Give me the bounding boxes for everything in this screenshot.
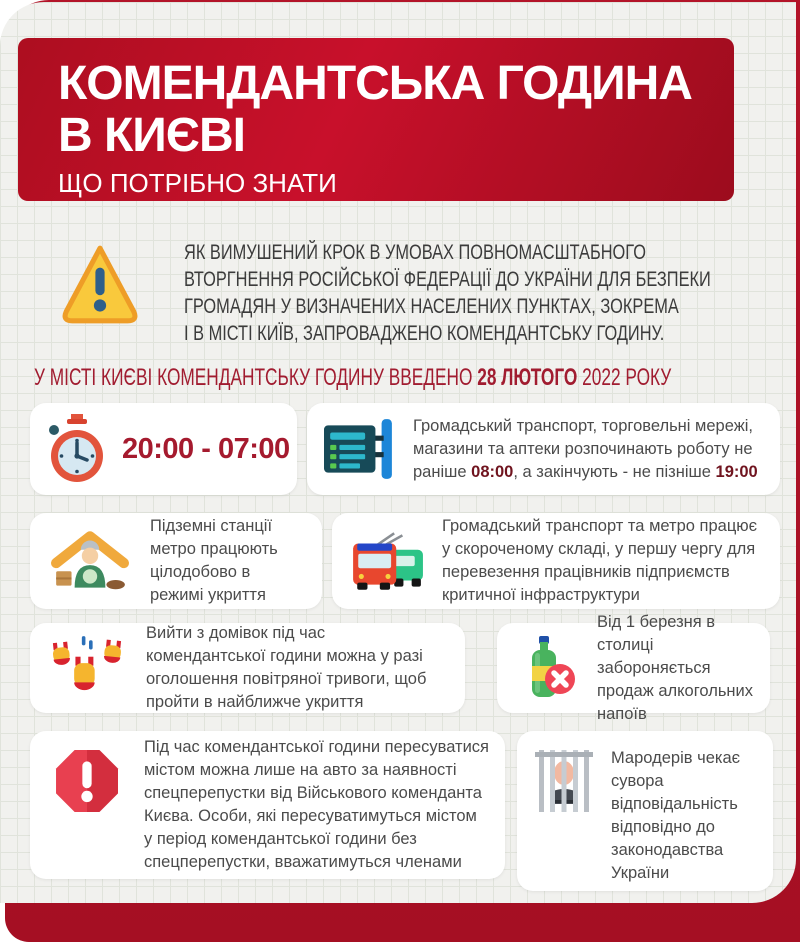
transport-reduced-text: Громадський транспорт та метро працює у скороченому складі, у першу чергу для перевезення працівників підприємств критичної інфраструктури bbox=[442, 517, 758, 604]
card-curfew-hours bbox=[30, 403, 297, 495]
card-movement-pass bbox=[30, 731, 505, 879]
card-looters bbox=[517, 731, 773, 891]
card-business-hours bbox=[307, 403, 780, 495]
warning-triangle-icon bbox=[58, 237, 146, 347]
page-title-line2: В КИЄВІ bbox=[58, 109, 245, 162]
page-subtitle: ЩО ПОТРІБНО ЗНАТИ bbox=[58, 168, 337, 198]
card-alcohol-ban bbox=[497, 612, 770, 723]
header-banner bbox=[18, 38, 734, 201]
stopwatch-icon bbox=[44, 412, 110, 486]
warning-text: ЯК ВИМУШЕНИЙ КРОК В УМОВАХ ПОВНОМАСШТАБНОГО ВТОРГНЕННЯ РОСІЙСЬКОЇ ФЕДЕРАЦІЇ ДО УКРАЇНИ ДЛЯ БЕЗПЕКИ ГРОМАДЯН У ВИЗНАЧЕНИХ НАСЕЛЕНИХ ПУНКТАХ, ЗОКРЕМА І В МІСТІ КИЇВ, ЗАПРОВАДЖЕНО КОМЕНДАНТСЬКУ ГОДИНУ. bbox=[184, 241, 711, 345]
schedule-board-icon bbox=[321, 417, 399, 481]
curfew-time-range: 20:00 - 07:00 bbox=[122, 432, 290, 465]
trolleybus-icon bbox=[346, 531, 428, 591]
card-metro-shelter bbox=[30, 513, 322, 609]
alcohol-ban-text: Від 1 березня в столиці забороняється продаж алкогольних напоїв bbox=[597, 612, 754, 723]
warning-section bbox=[58, 237, 758, 347]
movement-pass-text: Під час комендантської години пересуватися містом можна лише на авто за наявності спецперепустки від Військового коменданта Києва. Особи, які пересуватимуться містом у період комендантської години без спецперепустки, вважатимуться членами bbox=[144, 738, 489, 871]
date-banner-suffix: 2022 РОКУ bbox=[577, 364, 672, 391]
business-hours-text: Громадський транспорт, торговельні мережі, магазини та аптеки розпочинають роботу не раніше 08:00, а закінчують - не пізніше 19:00 bbox=[413, 416, 758, 481]
shelter-icon bbox=[44, 528, 136, 594]
prisoner-icon bbox=[531, 749, 597, 813]
card-transport-reduced bbox=[332, 513, 780, 609]
stop-sign-icon bbox=[44, 749, 130, 813]
card-air-raid-exit bbox=[30, 623, 465, 713]
looters-text: Мародерів чекає сувора відповідальність відповідно до законодавства України bbox=[611, 749, 741, 882]
falling-bombs-icon bbox=[44, 634, 132, 702]
page-title-line1: КОМЕНДАНТСЬКА ГОДИНА bbox=[58, 57, 692, 110]
metro-shelter-text: Підземні станції метро працюють цілодобово в режимі укриття bbox=[150, 517, 278, 604]
date-banner-prefix: У МІСТІ КИЄВІ КОМЕНДАНТСЬКУ ГОДИНУ ВВЕДЕНО bbox=[34, 364, 478, 391]
date-banner-highlight: 28 ЛЮТОГО bbox=[477, 364, 578, 391]
date-banner bbox=[34, 364, 768, 392]
alcohol-ban-icon bbox=[511, 633, 583, 703]
air-raid-exit-text: Вийти з домівок під час комендантської години можна у разі оголошення повітряної тривоги, щоб пройти в найближче укриття bbox=[146, 624, 427, 711]
